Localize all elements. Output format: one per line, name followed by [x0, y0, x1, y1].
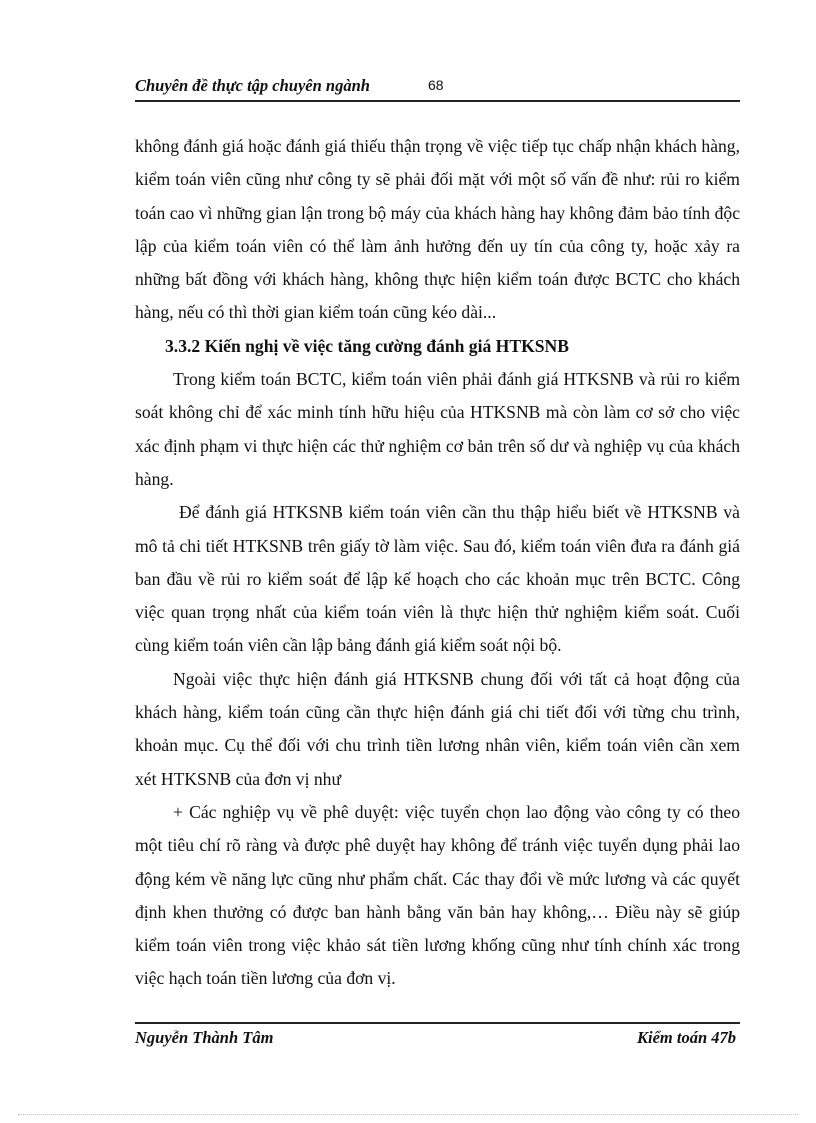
page-bottom-divider — [18, 1114, 798, 1115]
paragraph: Trong kiểm toán BCTC, kiểm toán viên phải đánh giá HTKSNB và rủi ro kiểm soát không chỉ để xác minh tính hữu hiệu của HTKSNB mà còn làm cơ sở cho việc xác định phạm vi thực hiện các thử nghiệm cơ bản trên số dư và nghiệp vụ của khách hàng. — [135, 369, 740, 489]
header-title: Chuyên đề thực tập chuyên ngành — [135, 76, 370, 95]
list-paragraph: + Các nghiệp vụ về phê duyệt: việc tuyển chọn lao động vào công ty có theo một tiêu chí rõ ràng và được phê duyệt hay không để tránh việc tuyển dụng phải lao động kém về năng lực cũng như phẩm chất. Các thay đổi về mức lương và các quyết định khen thưởng có được ban hành bằng văn bản hay không,… Điều này sẽ giúp kiểm toán viên trong việc khảo sát tiền lương khống cũng như tính chính xác trong việc hạch toán tiền lương của đơn vị. — [135, 801, 740, 989]
section-heading: 3.3.2 Kiến nghị về việc tăng cường đánh giá HTKSNB — [165, 335, 569, 356]
footer-class: Kiểm toán 47b — [636, 1028, 736, 1047]
document-body — [135, 130, 740, 996]
paragraph: Để đánh giá HTKSNB kiểm toán viên cần thu thập hiểu biết về HTKSNB và mô tả chi tiết HTKSNB trên giấy tờ làm việc. Sau đó, kiểm toán viên đưa ra đánh giá ban đầu về rủi ro kiểm soát để lập kế hoạch cho các khoản mục trên BCTC. Công việc quan trọng nhất của kiểm toán viên là thực hiện thử nghiệm kiểm soát. Cuối cùng kiểm toán viên cần lập bảng đánh giá kiểm soát nội bộ. — [135, 502, 740, 656]
page-header — [135, 74, 740, 102]
footer-author: Nguyễn Thành Tâm — [135, 1028, 274, 1047]
page-number: 68 — [428, 77, 444, 93]
paragraph: không đánh giá hoặc đánh giá thiếu thận trọng về việc tiếp tục chấp nhận khách hàng, kiểm toán viên cũng như công ty sẽ phải đối mặt với một số vấn đề như: rủi ro kiểm toán cao vì những gian lận trong bộ máy của khách hàng hay không đảm bảo tính độc lập của kiểm toán viên có thể làm ảnh hưởng đến uy tín của công ty, hoặc xảy ra những bất đồng với khách hàng, không thực hiện kiểm toán được BCTC cho khách hàng, nếu có thì thời gian kiểm toán cũng kéo dài... — [135, 136, 740, 323]
page-footer — [135, 1022, 740, 1050]
paragraph: Ngoài việc thực hiện đánh giá HTKSNB chung đối với tất cả hoạt động của khách hàng, kiểm toán cũng cần thực hiện đánh giá chi tiết đối với từng chu trình, khoản mục. Cụ thể đối với chu trình tiền lương nhân viên, kiểm toán viên cần xem xét HTKSNB của đơn vị như — [135, 668, 740, 789]
